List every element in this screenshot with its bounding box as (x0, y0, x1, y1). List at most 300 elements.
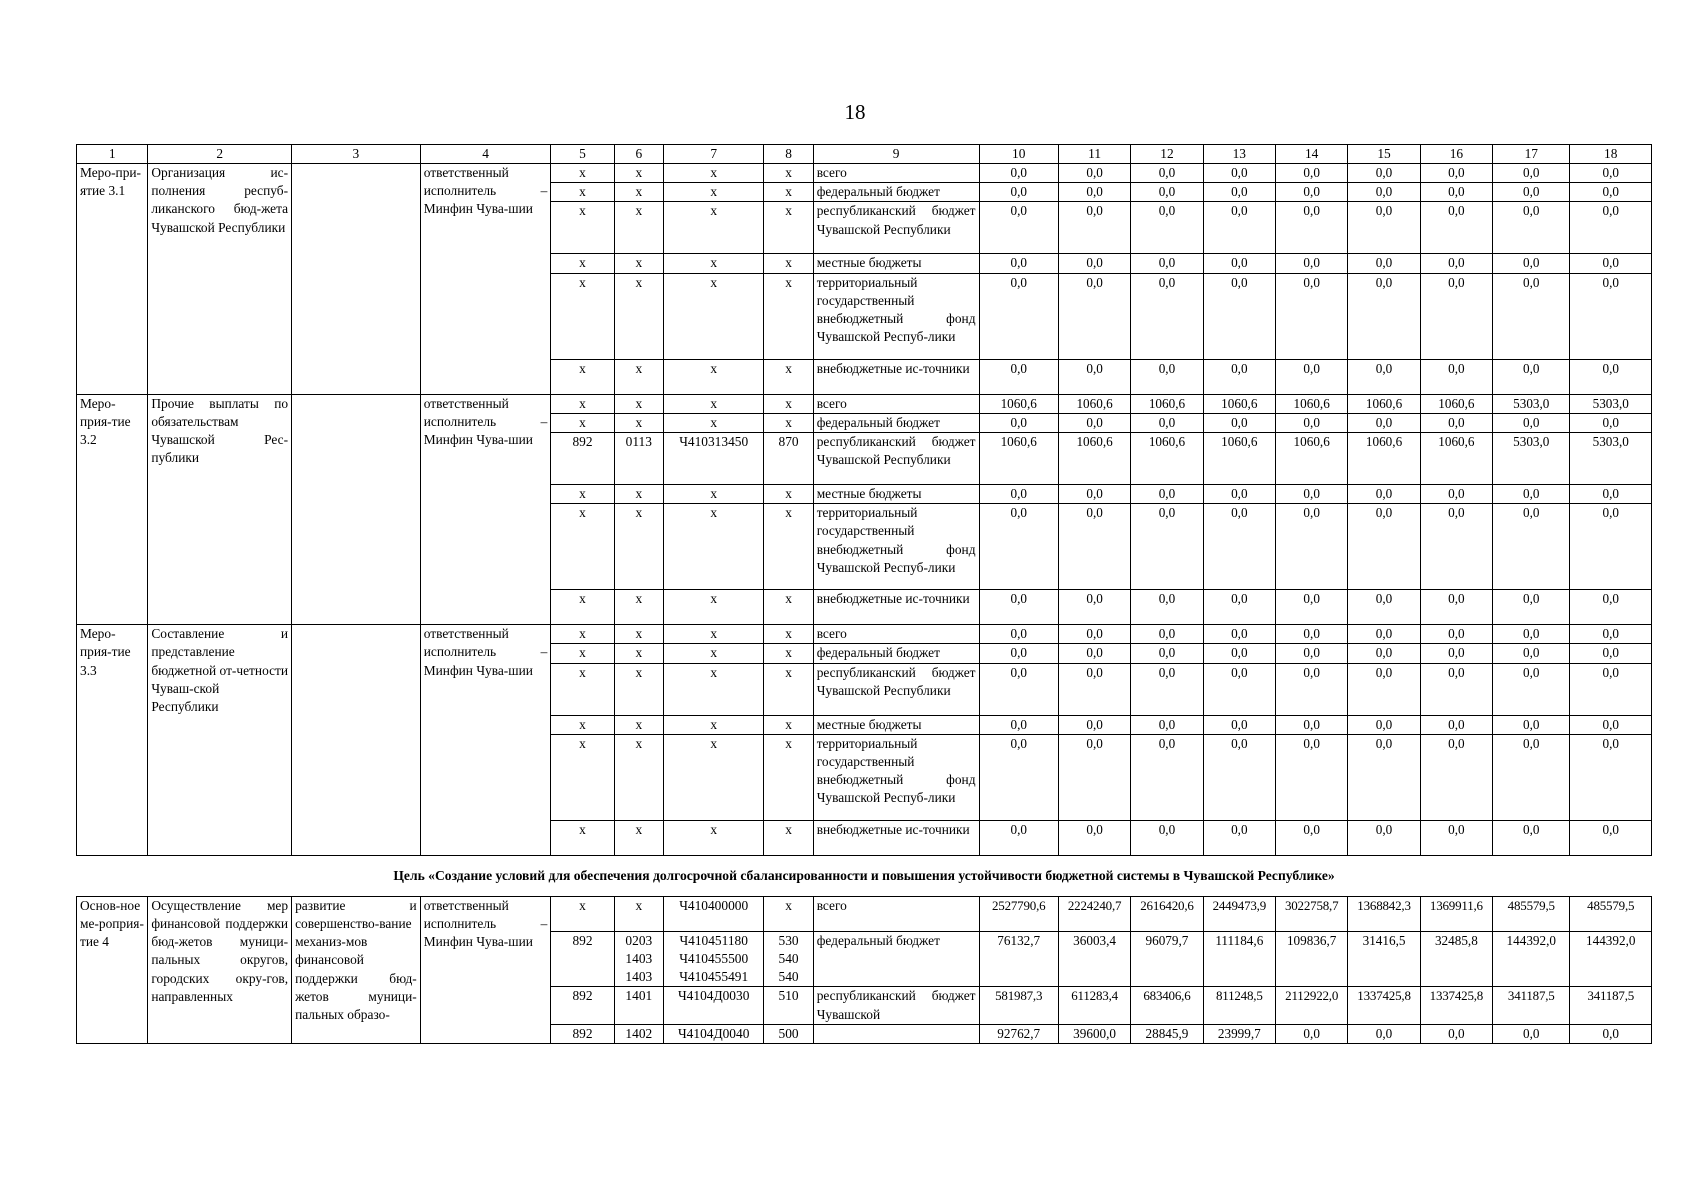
amount-cell: 0,0 (1348, 359, 1420, 394)
amount-cell: 0,0 (1275, 504, 1347, 590)
classification-cell: x (663, 715, 764, 734)
amount-cell: 1060,6 (1203, 433, 1275, 485)
column-number: 17 (1493, 145, 1570, 164)
amount-cell: 0,0 (1131, 715, 1203, 734)
amount-cell: 0,0 (1275, 590, 1347, 625)
amount-cell: 485579,5 (1493, 896, 1570, 931)
funding-source: местные бюджеты (813, 715, 979, 734)
classification-cell: x (614, 485, 663, 504)
amount-cell: 0,0 (1570, 1024, 1652, 1043)
classification-cell: x (663, 273, 764, 359)
amount-cell: 31416,5 (1348, 931, 1420, 987)
amount-cell: 0,0 (1203, 590, 1275, 625)
amount-cell: 0,0 (1203, 485, 1275, 504)
classification-cell: x (764, 202, 813, 254)
amount-cell: 0,0 (1203, 164, 1275, 183)
measure-name: Составление и представление бюджетной от-четности Чуваш-ской Республики (148, 625, 292, 856)
amount-cell: 0,0 (1131, 625, 1203, 644)
amount-cell: 144392,0 (1493, 931, 1570, 987)
amount-cell: 92762,7 (979, 1024, 1058, 1043)
classification-code: 1403 (625, 951, 653, 967)
amount-cell: 0,0 (979, 504, 1058, 590)
classification-cell: x (764, 413, 813, 432)
amount-cell: 0,0 (1570, 413, 1652, 432)
table-body (77, 145, 1652, 1044)
amount-cell: 341187,5 (1570, 987, 1652, 1024)
amount-cell: 0,0 (1493, 202, 1570, 254)
funding-source: внебюджетные ис-точники (813, 359, 979, 394)
amount-cell: 0,0 (1570, 202, 1652, 254)
amount-cell: 1060,6 (1348, 394, 1420, 413)
measure-name: Прочие выплаты по обязательствам Чувашской Рес-публики (148, 394, 292, 625)
amount-cell: 0,0 (1420, 485, 1492, 504)
classification-cell: 1402 (614, 1024, 663, 1043)
classification-cell: 892 (551, 1024, 614, 1043)
amount-cell: 811248,5 (1203, 987, 1275, 1024)
amount-cell: 0,0 (1131, 663, 1203, 715)
funding-source: местные бюджеты (813, 485, 979, 504)
amount-cell: 76132,7 (979, 931, 1058, 987)
amount-cell: 0,0 (1058, 820, 1130, 855)
amount-cell: 0,0 (1493, 359, 1570, 394)
classification-cell: x (614, 254, 663, 273)
amount-cell: 0,0 (1570, 715, 1652, 734)
classification-cell: x (614, 183, 663, 202)
classification-cell: x (764, 164, 813, 183)
column-number: 13 (1203, 145, 1275, 164)
classification-cell: x (663, 183, 764, 202)
funding-source: федеральный бюджет (813, 644, 979, 663)
amount-cell: 0,0 (1203, 202, 1275, 254)
amount-cell: 0,0 (1203, 715, 1275, 734)
funding-source: местные бюджеты (813, 254, 979, 273)
classification-code: Ч410455500 (679, 951, 749, 967)
amount-cell: 581987,3 (979, 987, 1058, 1024)
amount-cell: 0,0 (1570, 273, 1652, 359)
amount-cell: 0,0 (1275, 663, 1347, 715)
measure-goal-cell (292, 394, 421, 625)
amount-cell: 3022758,7 (1275, 896, 1347, 931)
table-row (77, 625, 1652, 644)
amount-cell: 5303,0 (1493, 394, 1570, 413)
amount-cell: 1060,6 (1348, 433, 1420, 485)
amount-cell: 0,0 (1131, 202, 1203, 254)
column-number: 6 (614, 145, 663, 164)
amount-cell: 0,0 (1493, 663, 1570, 715)
amount-cell: 0,0 (1570, 734, 1652, 820)
classification-cell: x (551, 164, 614, 183)
classification-cell: x (551, 202, 614, 254)
measure-executor: ответственный исполнитель – Минфин Чува-шии (420, 164, 551, 395)
amount-cell: 0,0 (1420, 820, 1492, 855)
amount-cell: 2616420,6 (1131, 896, 1203, 931)
classification-cell: x (764, 183, 813, 202)
amount-cell: 0,0 (979, 202, 1058, 254)
amount-cell: 0,0 (1570, 164, 1652, 183)
funding-source: территориальный государственный внебюджетный фонд Чувашской Респуб-лики (813, 504, 979, 590)
amount-cell: 0,0 (979, 715, 1058, 734)
amount-cell: 0,0 (1058, 273, 1130, 359)
amount-cell: 0,0 (1131, 413, 1203, 432)
classification-cell: x (551, 625, 614, 644)
page-number: 18 (844, 100, 866, 124)
amount-cell: 0,0 (979, 734, 1058, 820)
amount-cell: 0,0 (1348, 644, 1420, 663)
classification-cell: x (614, 394, 663, 413)
amount-cell: 2112922,0 (1275, 987, 1347, 1024)
classification-cell: x (551, 413, 614, 432)
amount-cell: 0,0 (1058, 485, 1130, 504)
amount-cell: 0,0 (979, 413, 1058, 432)
amount-cell: 0,0 (979, 625, 1058, 644)
amount-cell: 0,0 (979, 663, 1058, 715)
amount-cell: 0,0 (1131, 504, 1203, 590)
amount-cell: 1368842,3 (1348, 896, 1420, 931)
measure-code: Меро-прия-тие 3.2 (77, 394, 148, 625)
classification-cell: x (551, 734, 614, 820)
classification-cell: x (551, 715, 614, 734)
classification-cell (663, 931, 764, 987)
amount-cell: 1060,6 (1203, 394, 1275, 413)
classification-cell: x (663, 413, 764, 432)
column-number: 10 (979, 145, 1058, 164)
table-row (77, 896, 1652, 931)
amount-cell: 0,0 (1420, 1024, 1492, 1043)
column-number-row (77, 145, 1652, 164)
column-number: 16 (1420, 145, 1492, 164)
classification-code: 530 (778, 932, 799, 948)
classification-cell: 0113 (614, 433, 663, 485)
funding-source: федеральный бюджет (813, 413, 979, 432)
amount-cell: 0,0 (1275, 715, 1347, 734)
classification-cell: x (614, 413, 663, 432)
column-number: 7 (663, 145, 764, 164)
classification-cell: x (614, 504, 663, 590)
funding-source: территориальный государственный внебюджетный фонд Чувашской Респуб-лики (813, 273, 979, 359)
amount-cell: 0,0 (1570, 590, 1652, 625)
classification-code: 1403 (625, 969, 653, 985)
table-row (77, 394, 1652, 413)
classification-cell: x (663, 394, 764, 413)
classification-cell: Ч410313450 (663, 433, 764, 485)
classification-cell: x (551, 896, 614, 931)
classification-cell: x (614, 715, 663, 734)
amount-cell: 0,0 (1131, 273, 1203, 359)
classification-cell: x (614, 663, 663, 715)
amount-cell: 0,0 (1570, 183, 1652, 202)
column-number: 3 (292, 145, 421, 164)
classification-cell: x (764, 734, 813, 820)
funding-source: внебюджетные ис-точники (813, 820, 979, 855)
amount-cell: 0,0 (1275, 485, 1347, 504)
amount-cell: 0,0 (1275, 820, 1347, 855)
classification-cell (764, 931, 813, 987)
amount-cell: 0,0 (1420, 164, 1492, 183)
amount-cell: 0,0 (1203, 413, 1275, 432)
amount-cell: 0,0 (1493, 590, 1570, 625)
classification-cell: x (764, 644, 813, 663)
amount-cell: 0,0 (979, 359, 1058, 394)
classification-cell: x (614, 202, 663, 254)
classification-cell: x (614, 590, 663, 625)
amount-cell: 0,0 (1348, 715, 1420, 734)
classification-cell: 500 (764, 1024, 813, 1043)
funding-source: республиканский бюджет Чувашской Республики (813, 433, 979, 485)
amount-cell: 1060,6 (979, 394, 1058, 413)
amount-cell: 0,0 (1058, 734, 1130, 820)
measure-executor: ответственный исполнитель – Минфин Чува-шии (420, 896, 551, 1043)
measure-code: Меро-прия-тие 3.3 (77, 625, 148, 856)
funding-source: всего (813, 625, 979, 644)
column-number: 4 (420, 145, 551, 164)
amount-cell: 0,0 (1420, 734, 1492, 820)
classification-cell: x (663, 590, 764, 625)
classification-code: 540 (778, 951, 799, 967)
amount-cell: 0,0 (1058, 663, 1130, 715)
classification-cell: x (663, 734, 764, 820)
funding-source: республиканский бюджет Чувашской Республики (813, 202, 979, 254)
amount-cell: 2449473,9 (1203, 896, 1275, 931)
amount-cell: 0,0 (1058, 202, 1130, 254)
amount-cell: 0,0 (1131, 183, 1203, 202)
amount-cell: 0,0 (1570, 625, 1652, 644)
column-number: 9 (813, 145, 979, 164)
amount-cell: 1060,6 (1420, 394, 1492, 413)
measure-name: Осуществление мер финансовой поддержки бюд-жетов муници-пальных округов, городских окру-гов, направленных (148, 896, 292, 1043)
amount-cell: 1060,6 (1131, 394, 1203, 413)
column-number: 5 (551, 145, 614, 164)
classification-cell: x (614, 644, 663, 663)
measure-code: Меро-при-ятие 3.1 (77, 164, 148, 395)
classification-cell: x (614, 734, 663, 820)
amount-cell: 0,0 (1203, 644, 1275, 663)
classification-code: 0203 (625, 932, 653, 948)
classification-cell: x (551, 504, 614, 590)
amount-cell: 0,0 (979, 485, 1058, 504)
amount-cell: 0,0 (1058, 164, 1130, 183)
amount-cell: 0,0 (1348, 273, 1420, 359)
amount-cell: 0,0 (1058, 359, 1130, 394)
amount-cell: 0,0 (1131, 734, 1203, 820)
classification-cell: Ч4104Д0040 (663, 1024, 764, 1043)
amount-cell: 0,0 (1131, 820, 1203, 855)
amount-cell: 0,0 (1203, 273, 1275, 359)
amount-cell: 36003,4 (1058, 931, 1130, 987)
amount-cell: 0,0 (1493, 625, 1570, 644)
amount-cell: 0,0 (1058, 504, 1130, 590)
amount-cell: 39600,0 (1058, 1024, 1130, 1043)
amount-cell: 32485,8 (1420, 931, 1492, 987)
amount-cell: 0,0 (1348, 663, 1420, 715)
amount-cell: 5303,0 (1570, 433, 1652, 485)
classification-cell: x (764, 504, 813, 590)
amount-cell: 0,0 (1420, 273, 1492, 359)
amount-cell: 0,0 (1275, 273, 1347, 359)
amount-cell: 0,0 (1420, 202, 1492, 254)
amount-cell: 0,0 (1570, 663, 1652, 715)
amount-cell: 0,0 (1348, 590, 1420, 625)
amount-cell: 485579,5 (1570, 896, 1652, 931)
amount-cell: 0,0 (1493, 164, 1570, 183)
amount-cell: 0,0 (1275, 644, 1347, 663)
amount-cell: 0,0 (979, 183, 1058, 202)
column-number: 11 (1058, 145, 1130, 164)
amount-cell: 0,0 (1058, 254, 1130, 273)
amount-cell: 0,0 (1348, 202, 1420, 254)
amount-cell: 1060,6 (1058, 394, 1130, 413)
classification-cell: x (663, 164, 764, 183)
classification-cell: 892 (551, 987, 614, 1024)
amount-cell: 0,0 (1348, 164, 1420, 183)
amount-cell: 0,0 (1570, 359, 1652, 394)
amount-cell: 0,0 (1420, 183, 1492, 202)
amount-cell: 0,0 (1420, 359, 1492, 394)
amount-cell: 0,0 (1348, 254, 1420, 273)
classification-cell: 870 (764, 433, 813, 485)
amount-cell: 0,0 (1058, 644, 1130, 663)
classification-cell: x (663, 359, 764, 394)
classification-cell: x (764, 254, 813, 273)
amount-cell: 0,0 (1275, 1024, 1347, 1043)
amount-cell: 111184,6 (1203, 931, 1275, 987)
classification-cell: x (551, 359, 614, 394)
classification-cell: x (551, 273, 614, 359)
classification-cell: x (764, 663, 813, 715)
classification-cell: Ч4104Д0030 (663, 987, 764, 1024)
amount-cell: 1060,6 (979, 433, 1058, 485)
amount-cell: 0,0 (1203, 734, 1275, 820)
classification-cell: x (663, 254, 764, 273)
classification-cell: x (614, 625, 663, 644)
amount-cell: 0,0 (1493, 485, 1570, 504)
amount-cell: 0,0 (1348, 413, 1420, 432)
classification-cell: 892 (551, 931, 614, 987)
amount-cell: 341187,5 (1493, 987, 1570, 1024)
column-number: 15 (1348, 145, 1420, 164)
amount-cell: 0,0 (1275, 359, 1347, 394)
amount-cell: 0,0 (1131, 590, 1203, 625)
amount-cell: 0,0 (1570, 254, 1652, 273)
funding-source: республиканский бюджет Чувашской Республики (813, 663, 979, 715)
amount-cell: 0,0 (1058, 590, 1130, 625)
amount-cell: 0,0 (1203, 663, 1275, 715)
funding-source: всего (813, 896, 979, 931)
amount-cell: 0,0 (1348, 183, 1420, 202)
classification-cell: x (614, 359, 663, 394)
classification-cell: x (551, 663, 614, 715)
amount-cell: 0,0 (1420, 644, 1492, 663)
amount-cell: 0,0 (1058, 625, 1130, 644)
amount-cell: 0,0 (1275, 164, 1347, 183)
goal-row (77, 855, 1652, 896)
measure-executor: ответственный исполнитель – Минфин Чува-шии (420, 625, 551, 856)
classification-code: Ч410451180 (679, 932, 748, 948)
amount-cell: 0,0 (1275, 413, 1347, 432)
funding-source: республиканский бюджет Чувашской (813, 987, 979, 1024)
amount-cell: 0,0 (1058, 413, 1130, 432)
table-row (77, 164, 1652, 183)
classification-cell (614, 931, 663, 987)
classification-cell: x (663, 485, 764, 504)
amount-cell: 0,0 (1493, 820, 1570, 855)
amount-cell: 1337425,8 (1348, 987, 1420, 1024)
amount-cell: 683406,6 (1131, 987, 1203, 1024)
column-number: 1 (77, 145, 148, 164)
amount-cell: 5303,0 (1570, 394, 1652, 413)
amount-cell: 0,0 (979, 254, 1058, 273)
classification-cell: x (614, 896, 663, 931)
amount-cell: 0,0 (1203, 183, 1275, 202)
amount-cell: 96079,7 (1131, 931, 1203, 987)
measure-executor: ответственный исполнитель – Минфин Чува-шии (420, 394, 551, 625)
amount-cell: 0,0 (1131, 644, 1203, 663)
amount-cell: 0,0 (1058, 715, 1130, 734)
amount-cell: 1369911,6 (1420, 896, 1492, 931)
funding-source: всего (813, 394, 979, 413)
classification-cell: 510 (764, 987, 813, 1024)
classification-cell: x (764, 485, 813, 504)
classification-cell: x (764, 273, 813, 359)
amount-cell: 144392,0 (1570, 931, 1652, 987)
classification-cell: x (551, 254, 614, 273)
classification-cell: x (551, 485, 614, 504)
classification-cell: x (663, 202, 764, 254)
amount-cell: 0,0 (1570, 504, 1652, 590)
classification-cell: x (663, 504, 764, 590)
amount-cell: 0,0 (1203, 504, 1275, 590)
amount-cell: 1060,6 (1420, 433, 1492, 485)
classification-cell: x (663, 663, 764, 715)
funding-source: федеральный бюджет (813, 931, 979, 987)
amount-cell: 0,0 (1131, 164, 1203, 183)
classification-code: 540 (778, 969, 799, 985)
amount-cell: 0,0 (979, 820, 1058, 855)
amount-cell: 0,0 (1275, 183, 1347, 202)
classification-cell: x (551, 394, 614, 413)
amount-cell: 0,0 (1493, 644, 1570, 663)
measure-name: Организация ис-полнения респуб-ликанского бюд-жета Чувашской Республики (148, 164, 292, 395)
amount-cell: 0,0 (1131, 485, 1203, 504)
amount-cell: 0,0 (1493, 504, 1570, 590)
amount-cell: 0,0 (1275, 625, 1347, 644)
amount-cell: 23999,7 (1203, 1024, 1275, 1043)
amount-cell: 0,0 (1420, 663, 1492, 715)
measure-goal-cell: развитие и совершенство-вание механиз-мов финансовой поддержки бюд-жетов муници-пальных образо- (292, 896, 421, 1043)
amount-cell: 0,0 (1058, 183, 1130, 202)
amount-cell: 0,0 (1348, 734, 1420, 820)
amount-cell: 2527790,6 (979, 896, 1058, 931)
goal-heading: Цель «Создание условий для обеспечения долгосрочной сбалансированности и повышения устойчивости бюджетной системы в Чувашской Республике» (77, 855, 1652, 896)
amount-cell: 0,0 (1570, 820, 1652, 855)
amount-cell: 0,0 (1420, 715, 1492, 734)
amount-cell: 0,0 (1203, 820, 1275, 855)
column-number: 2 (148, 145, 292, 164)
amount-cell: 0,0 (1131, 359, 1203, 394)
amount-cell: 0,0 (1493, 254, 1570, 273)
amount-cell: 0,0 (1275, 254, 1347, 273)
amount-cell: 0,0 (1275, 202, 1347, 254)
amount-cell: 0,0 (1570, 644, 1652, 663)
amount-cell: 109836,7 (1275, 931, 1347, 987)
amount-cell: 0,0 (1493, 734, 1570, 820)
classification-cell: x (551, 820, 614, 855)
amount-cell: 0,0 (979, 644, 1058, 663)
amount-cell: 5303,0 (1493, 433, 1570, 485)
classification-cell: x (764, 359, 813, 394)
classification-cell: x (764, 715, 813, 734)
amount-cell: 0,0 (1493, 273, 1570, 359)
column-number: 18 (1570, 145, 1652, 164)
